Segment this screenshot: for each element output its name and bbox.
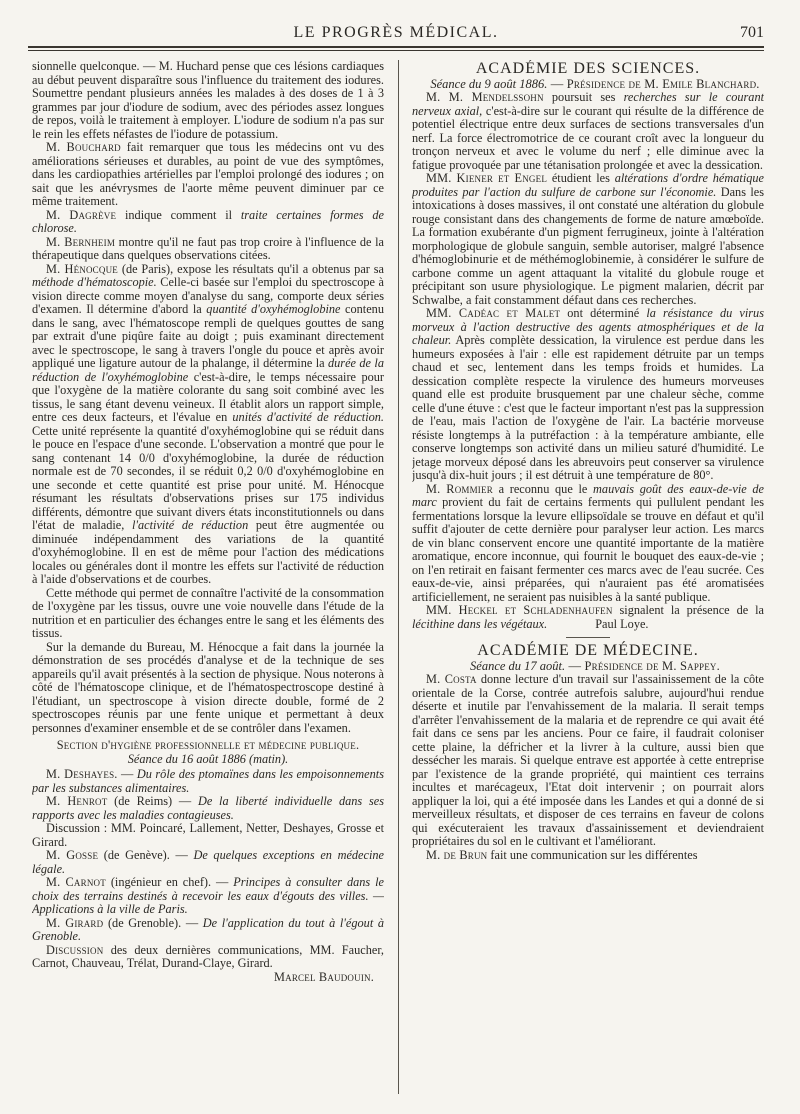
author-name: M. Bernheim — [46, 234, 116, 249]
paragraph-text: Cette unité représente la quantité d'oxyhémoglobine qui se réduit dans le pouce en l'espace d'une seconde. L'observation a montré que pour le sang contenant 14 0/0 d'oxyhémoglobine, la durée de réduction normale est de 70 secondes, il se réduit 0,2 0/0 d'oxyhémoglobine en une seconde et cette quantité est prise pour unité. M. Hénocque résumant les résultats d'observations prises sur 175 individus différents, démontre que suivant divers états inconstitutionnels ou dans l'état de maladie, — [32, 423, 384, 532]
emphasis: méthode d'hématoscopie. — [32, 275, 157, 289]
author-name: M. Girard — [46, 915, 104, 930]
section-title-medecine: ACADÉMIE DE MÉDECINE. — [477, 642, 699, 659]
signature: Marcel Baudouin. — [274, 969, 374, 984]
seance-line — [412, 78, 764, 92]
paragraph-text: (de Paris), expose les résultats qu'il a obtenus par sa — [117, 261, 384, 276]
header-rule — [28, 46, 764, 51]
emphasis: unités d'activité de réduction. — [232, 410, 384, 424]
author-name: M. Dagrève — [46, 207, 117, 222]
author-name: MM. Kiener et Engel — [426, 171, 548, 185]
paragraph-text: provient du fait de certains ferments qui pullulent pendant les fermentations lorsque la levure ellipsoïdale se trouve en défaut et qu'il suffit d'ajouter de cette dernière pour paralyser leur action. Les marcs de vin blanc conservent encore une quantité importante de la matière aromatique, encore inconnue, qui fournit le bouquet des eaux-de-vie ; on l'en retirait en faisant fermenter ces marcs avec de l'eau sucrée. Ces eaux-de-vie, ainsi préparées, qui n'auraient pas été aromatisées artificiellement, ne seraient pas nuisibles à la santé publique. — [412, 495, 764, 604]
paragraph-mendelssohn — [412, 91, 764, 172]
paragraph-heckel — [412, 604, 764, 631]
author-name: M. Rommier — [426, 481, 493, 496]
paragraph-text: poursuit ses — [543, 90, 624, 104]
paper-title: recherches sur le courant nerveux axial, — [412, 90, 764, 118]
seance-date: Séance du 17 août. — [470, 658, 566, 673]
paragraph-text: c'est-à-dire sur le courant qui résulte de la différence de potentiel électrique entre deux surfaces de sections transversales d'un nerf. La force électromotrice de ce courant croît avec la longueur du tronçon nerveux et avec le volume du nerf ; elle diminue avec la fatigue provoquée par une tétanisation prolongée et avec la dessication. — [412, 103, 764, 172]
paragraph-text: des deux dernières communications, MM. Faucher, Carnot, Chauveau, Trélat, Durand-Claye, Girard. — [32, 942, 384, 970]
signature: Paul Loye. — [595, 616, 649, 631]
paragraph-text: Après complète dessication, la virulence est perdue dans les humeurs exposées à l'air : elle est rapidement détruite par un temps chaud et sec, lentement dans les temps froids et humides. La dessication complète respecte la virulence des humeurs morveuses quand elle est produite brusquement par une chaleur sèche, comme celle d'une étuve : c'est que le facteur important n'est pas la suppression de l'eau, mais l'action de l'oxygène de l'air. La bactérie morveuse résiste longtemps à la putréfaction : à la température ambiante, elle conserve longtemps son activité dans un milieu saturé d'humidité. Le jetage morveux déposé dans les abreuvoirs peut conserver sa virulence jusqu'à dix-huit jours ; il est détruit à une température de 80°. — [412, 333, 764, 482]
paragraph-text: (de Reims) — — [107, 794, 198, 808]
author-name: M. Costa — [426, 672, 477, 686]
section-date — [32, 753, 384, 767]
page-number: 701 — [740, 24, 764, 41]
item-girard — [32, 917, 384, 944]
paragraph-text: c'est-à-dire, le temps nécessaire pour que l'oxygène de la matière colorante du sang soit combiné avec les tissus, le sang étant devenu veineux. Il établit alors un rapport simple, entre ces deux facteurs, et l'évalue en — [32, 369, 384, 424]
paragraph-de-brun — [412, 849, 764, 863]
paragraph-demonstration: Sur la demande du Bureau, M. Hénocque a fait dans la journée la démonstration de ses procédés d'analyse et de la technique de ses appareils qu'il avait présentés à la section de physique. Nous noterons à côté de l'hématoscope clinique, et de l'hématospectroscope destiné à l'étudiant, un spectroscope à vision directe double, formé de 2 spectroscopes réunis par une fente unique et permettant à deux personnes d'examiner ensemble et de se contrôler dans l'examen. — [32, 639, 384, 735]
author-name: M. Henrot — [46, 794, 108, 808]
author-name: M. M. Mendelssohn — [426, 90, 544, 104]
paper-title: Du rôle des ptomaïnes dans les empoisonnements par les substances alimentaires. — [32, 767, 384, 795]
paragraph-text: ont déterminé — [560, 306, 647, 320]
paragraph-text: contenu dans le sang, avec l'hématoscope rempli de quelques gouttes de sang par extrait d'une piqûre faite au doigt ; puis examinant directement avec le spectroscope, le sang à travers l'ongle du pouce et après avoir appliqué une ligature autour de la phalange, il détermine la — [32, 302, 384, 370]
presidence: — Présidence de M. Emile Blanchard. — [547, 76, 760, 91]
paragraph-text: (ingénieur en chef). — — [105, 875, 234, 889]
presidence: — Présidence de M. Sappey. — [565, 658, 720, 673]
paper-title: Principes à consulter dans le choix des terrains destinés à recevoir les eaux d'égouts des villes. — Applications à la ville de Paris. — [32, 875, 384, 916]
author-name: M. Gosse — [46, 848, 99, 862]
section-title-sciences: ACADÉMIE DES SCIENCES. — [475, 60, 701, 77]
paragraph-text: — — [117, 767, 137, 781]
paper-title: lécithine dans les végétaux. — [412, 616, 548, 631]
item-deshayes — [32, 768, 384, 795]
item-henrot — [32, 795, 384, 822]
author-name: M. Deshayes. — [46, 767, 118, 781]
author-name: M. Carnot — [46, 875, 106, 889]
author-name: MM. Cadéac et Malet — [426, 306, 561, 320]
right-column — [412, 60, 764, 1090]
section-heading: Section d'hygiène professionnelle et médecine publique. — [56, 738, 360, 752]
discussion-label: Discussion — [46, 942, 104, 957]
author-name: M. Bouchard — [46, 140, 121, 154]
paragraph-text: donne lecture d'un travail sur l'assainissement de la côte orientale de la Corse, contrée autrefois salubre, aujourd'hui rendue déserte et inutile par l'envahissement de la malaria. Il serait temps d'arrêter l'envahissement de la malaria et de reprendre ce qui avait été fait dans ce sens par les anciens. Pour ce faire, il faudrait coloniser cette plaine, la défricher et la livrer à la culture, aussi bien que dessécher les marais. Si quelque entrave est apportée à cette entreprise par l'existence de la grande propriété, qui maintient ces terrains incultes et marécageux, l'Etat doit intervenir ; on pourrait alors appliquer la loi, qui a été imposée dans les Landes et qui a donné de si merveilleux résultats, et disposer de ces terrains en faveur de colons qui exécuteraient les travaux d'assainissement et deviendraient propriétaires du sol en le cultivant et l'améliorant. — [412, 672, 764, 848]
seance-line — [412, 660, 764, 674]
author-name: M. Hénocque — [46, 261, 118, 276]
seance-date: Séance du 9 août 1886. — [430, 76, 548, 91]
item-carnot — [32, 876, 384, 917]
paragraph-text: a reconnu que le — [492, 481, 594, 496]
paragraph-text: fait une communication sur les différentes — [487, 847, 698, 862]
paragraph-text: signalent la présence de la — [612, 603, 764, 617]
paragraph-text: étudient les — [547, 171, 615, 185]
column-divider — [398, 60, 399, 1094]
paragraph-methode: Cette méthode qui permet de connaître l'activité de la consommation de l'oxygène par les tissus, ouvre une voie nouvelle dans l'étude de la nutrition et en particulier des échanges entre le sang et les éléments des tissus. — [32, 585, 384, 640]
emphasis: quantité d'oxyhémoglobine — [206, 302, 341, 316]
paper-title: De la liberté individuelle dans ses rapports avec les maladies contagieuses. — [32, 794, 384, 822]
paragraph-text: montre qu'il ne faut pas trop croire à l'influence de la thérapeutique dans quelques observations citées. — [32, 234, 384, 262]
author-name: MM. Heckel et Schladenhaufen — [426, 603, 613, 617]
paper-title: altérations d'ordre hématique produites par l'action du sulfure de carbone sur l'économie. — [412, 171, 764, 199]
paper-title: traite certaines formes de chlorose. — [32, 207, 384, 235]
paragraph-text: Celle-ci basée sur l'emploi du spectroscope à vision directe comme moyen d'analyse du sang, comporte deux séries d'examen. Il détermine d'abord la — [32, 275, 384, 316]
paragraph-text: Dans les intoxications à doses massives, il ont constaté une altération du globule rouge consistant dans des changements de forme de nature amœboïde. La formation exubérante d'un pigment ferrugineux, jointe à l'altération morphologique de globule sanguin, semble autoriser, malgré l'absence d'hémoglobinurie et de méthémoglobinemie, à considérer le sulfure de carbone comme un agent attaquant la vitalité du globule rouge et précipitant son usure physiologique. Le pigment malarien, décrit par Schwalbe, a fait constamment défaut dans ces recherches. — [412, 184, 764, 307]
emphasis: durée de la réduction de l'oxyhémoglobine — [32, 356, 384, 384]
left-column — [32, 60, 384, 1090]
paper-title: mauvais goût des eaux-de-vie de marc — [412, 481, 764, 509]
page-header — [28, 24, 764, 44]
paragraph-text: fait remarquer que tous les médecins ont vu des améliorations sérieuses et durables, au point de vue des symptômes, dans les cardiopathies artérielles par l'emploi prolongé des iodures ; on sait que les anévrysmes de l'aorte même peuvent diminuer par ce même traitement. — [32, 140, 384, 208]
section-date-text: Séance du 16 août 1886 (matin). — [127, 751, 289, 766]
paragraph-dagreve — [32, 209, 384, 236]
journal-title: LE PROGRÈS MÉDICAL. — [293, 24, 499, 41]
item-gosse — [32, 849, 384, 876]
paragraph-kiener — [412, 172, 764, 307]
paper-title: De l'application du tout à l'égout à Grenoble. — [32, 915, 384, 943]
paragraph-henocque — [32, 263, 384, 587]
item-discussion-final — [32, 944, 384, 971]
paragraph-cadeac — [412, 307, 764, 483]
paper-title: De quelques exceptions en médecine légale. — [32, 848, 384, 876]
paragraph-text: (de Genève). — — [98, 848, 194, 862]
author-name: M. de Brun — [426, 847, 488, 862]
paragraph-rommier — [412, 483, 764, 605]
section-divider — [566, 637, 610, 638]
paragraph-huchard: sionnelle quelconque. — M. Huchard pense que ces lésions cardiaques au début peuvent disparaître sous l'influence du traitement des iodures. Soumettre pendant plusieurs années les malades à des doses de 1 à 3 grammes par jour d'iodure de sodium, avec des périodes assez longues de repos, voilà le traitement à employer. L'iodure de sodium n'a pas sur le rein les effets néfastes de l'iodure de potassium. — [32, 60, 384, 141]
paragraph-text: indique comment il — [116, 207, 241, 222]
paper-title: la résistance du virus morveux à l'action destructive des agents atmosphériques et de la chaleur. — [412, 306, 764, 347]
item-discussion: Discussion : MM. Poincaré, Lallement, Netter, Deshayes, Grosse et Girard. — [32, 821, 384, 849]
paragraph-bernheim — [32, 236, 384, 263]
paragraph-bouchard — [32, 141, 384, 209]
paragraph-text: (de Grenoble). — — [103, 915, 203, 930]
paragraph-costa — [412, 673, 764, 849]
emphasis: l'activité de réduction — [131, 518, 249, 532]
paragraph-text: peut être augmentée ou diminuée indépendamment des variations de la quantité d'oxyhémoglobine. Il en est de même pour l'action des médications locales ou générales dont il montre les effets sur l'activité de réduction à l'aide d'observations et de courbes. — [32, 518, 384, 586]
